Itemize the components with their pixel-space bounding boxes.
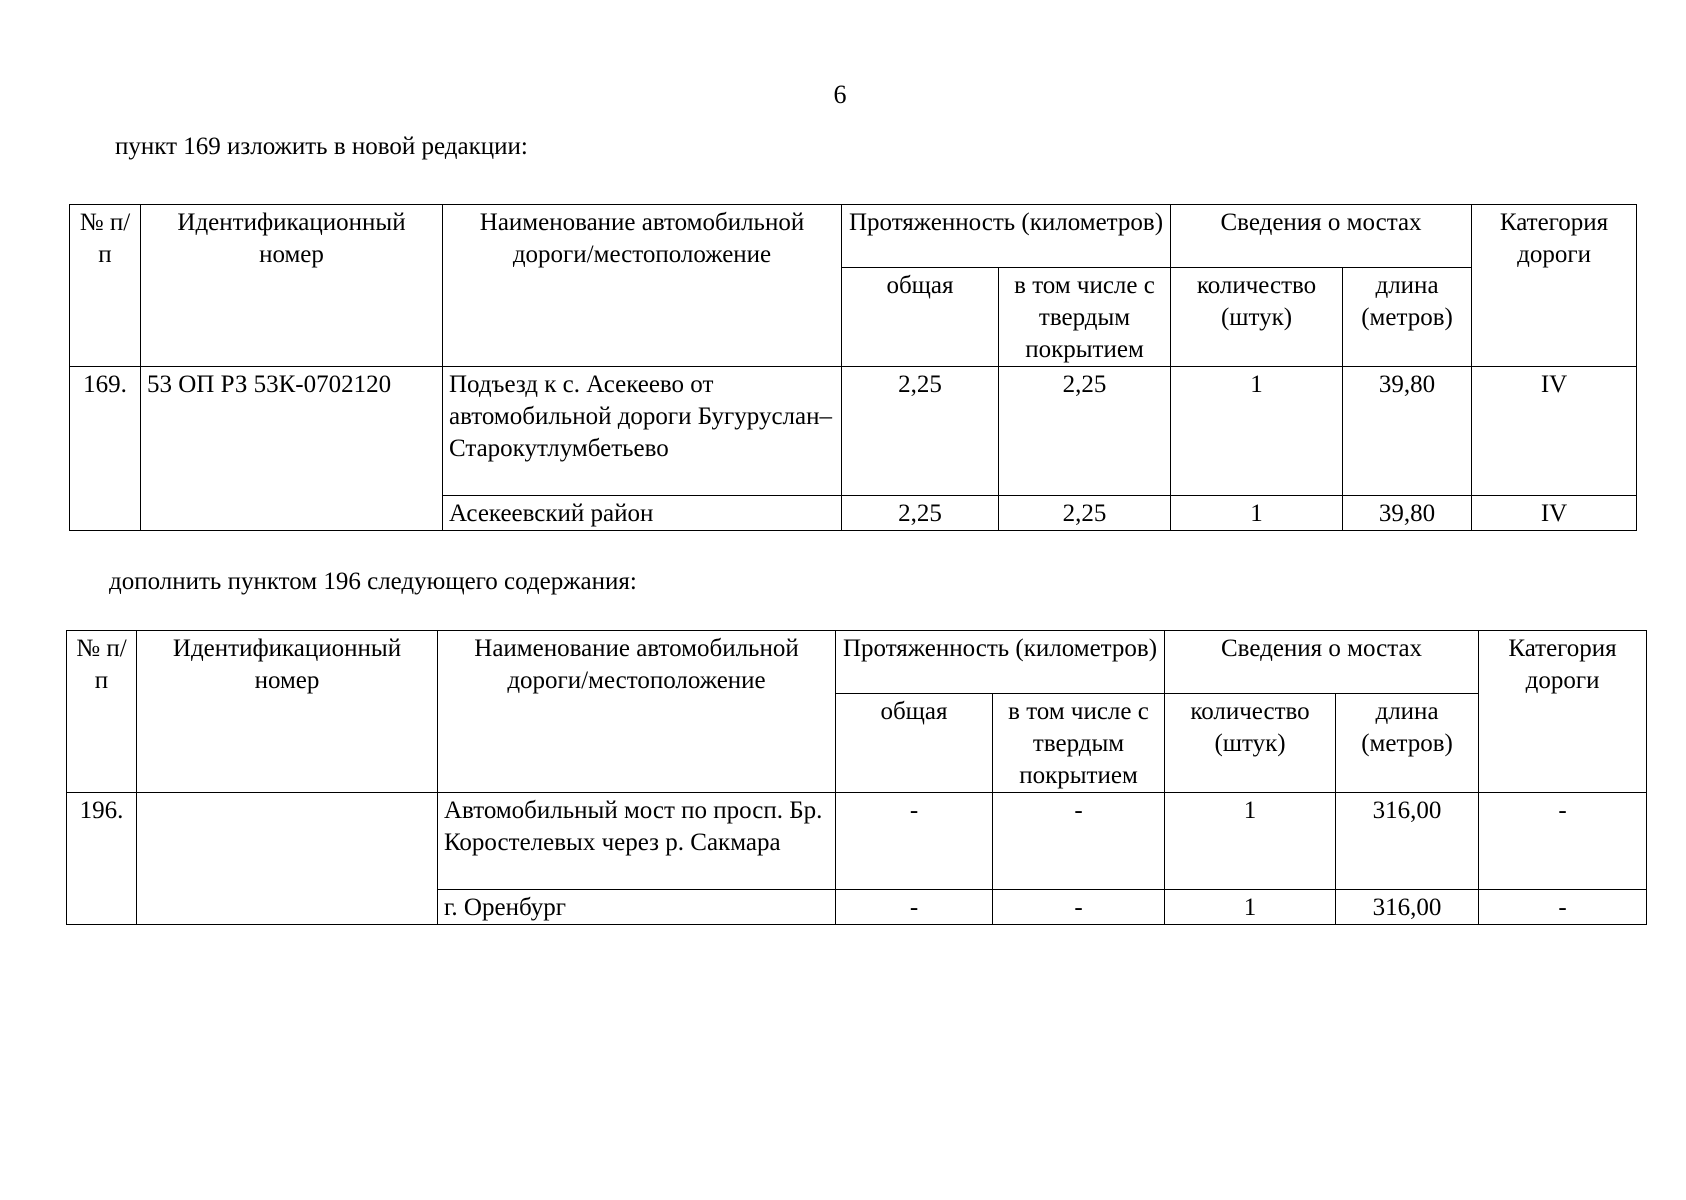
cell-bridge-length: 39,80: [1343, 496, 1472, 531]
header-num: № п/п: [70, 205, 141, 367]
cell-bridge-length: 39,80: [1343, 367, 1472, 496]
header-category: Категория дороги: [1479, 631, 1647, 793]
cell-location: г. Оренбург: [438, 890, 836, 925]
cell-name: Автомобильный мост по просп. Бр. Коростелевых через р. Сакмара: [438, 793, 836, 890]
header-length: Протяженность (километров): [836, 631, 1165, 694]
header-name: Наименование автомобильной дороги/местоположение: [438, 631, 836, 793]
cell-location: Асекеевский район: [443, 496, 842, 531]
cell-hard-surface: -: [993, 793, 1165, 890]
cell-hard-surface: 2,25: [999, 496, 1171, 531]
header-name: Наименование автомобильной дороги/местоположение: [443, 205, 842, 367]
header-hard-surface: в том числе с твердым покрытием: [993, 694, 1165, 793]
cell-id: [137, 793, 438, 925]
cell-name: Подъезд к с. Асекеево от автомобильной дороги Бугуруслан–Старокутлумбетьево: [443, 367, 842, 496]
cell-bridge-count: 1: [1165, 890, 1336, 925]
cell-total: -: [836, 890, 993, 925]
cell-bridge-count: 1: [1171, 496, 1343, 531]
cell-bridge-length: 316,00: [1336, 793, 1479, 890]
header-row-top: [70, 205, 1637, 268]
cell-total: 2,25: [842, 496, 999, 531]
header-row-top: [67, 631, 1647, 694]
cell-category: IV: [1472, 367, 1637, 496]
cell-hard-surface: 2,25: [999, 367, 1171, 496]
header-category: Категория дороги: [1472, 205, 1637, 367]
cell-category: -: [1479, 793, 1647, 890]
header-hard-surface: в том числе с твердым покрытием: [999, 268, 1171, 367]
header-num: № п/п: [67, 631, 137, 793]
header-bridges: Сведения о мостах: [1165, 631, 1479, 694]
cell-bridge-count: 1: [1165, 793, 1336, 890]
header-bridge-length: длина (метров): [1336, 694, 1479, 793]
table-row: [70, 367, 1637, 496]
header-total: общая: [842, 268, 999, 367]
header-id: Идентификационный номер: [137, 631, 438, 793]
header-total: общая: [836, 694, 993, 793]
intro-text-169: пункт 169 изложить в новой редакции:: [115, 133, 528, 160]
table-item-196: [66, 630, 1647, 925]
cell-bridge-length: 316,00: [1336, 890, 1479, 925]
table-row: [67, 793, 1647, 890]
cell-total: -: [836, 793, 993, 890]
header-id: Идентификационный номер: [141, 205, 443, 367]
cell-num: 196.: [67, 793, 137, 925]
table-item-169: [69, 204, 1637, 531]
header-length: Протяженность (километров): [842, 205, 1171, 268]
cell-num: 169.: [70, 367, 141, 531]
cell-hard-surface: -: [993, 890, 1165, 925]
header-bridge-count: количество (штук): [1165, 694, 1336, 793]
intro-text-196: дополнить пунктом 196 следующего содержания:: [109, 568, 637, 595]
cell-total: 2,25: [842, 367, 999, 496]
header-bridge-length: длина (метров): [1343, 268, 1472, 367]
cell-category: IV: [1472, 496, 1637, 531]
page-number: 6: [833, 80, 847, 109]
cell-bridge-count: 1: [1171, 367, 1343, 496]
header-bridges: Сведения о мостах: [1171, 205, 1472, 268]
cell-id: 53 ОП РЗ 53К-0702120: [141, 367, 443, 531]
cell-category: -: [1479, 890, 1647, 925]
header-bridge-count: количество (штук): [1171, 268, 1343, 367]
